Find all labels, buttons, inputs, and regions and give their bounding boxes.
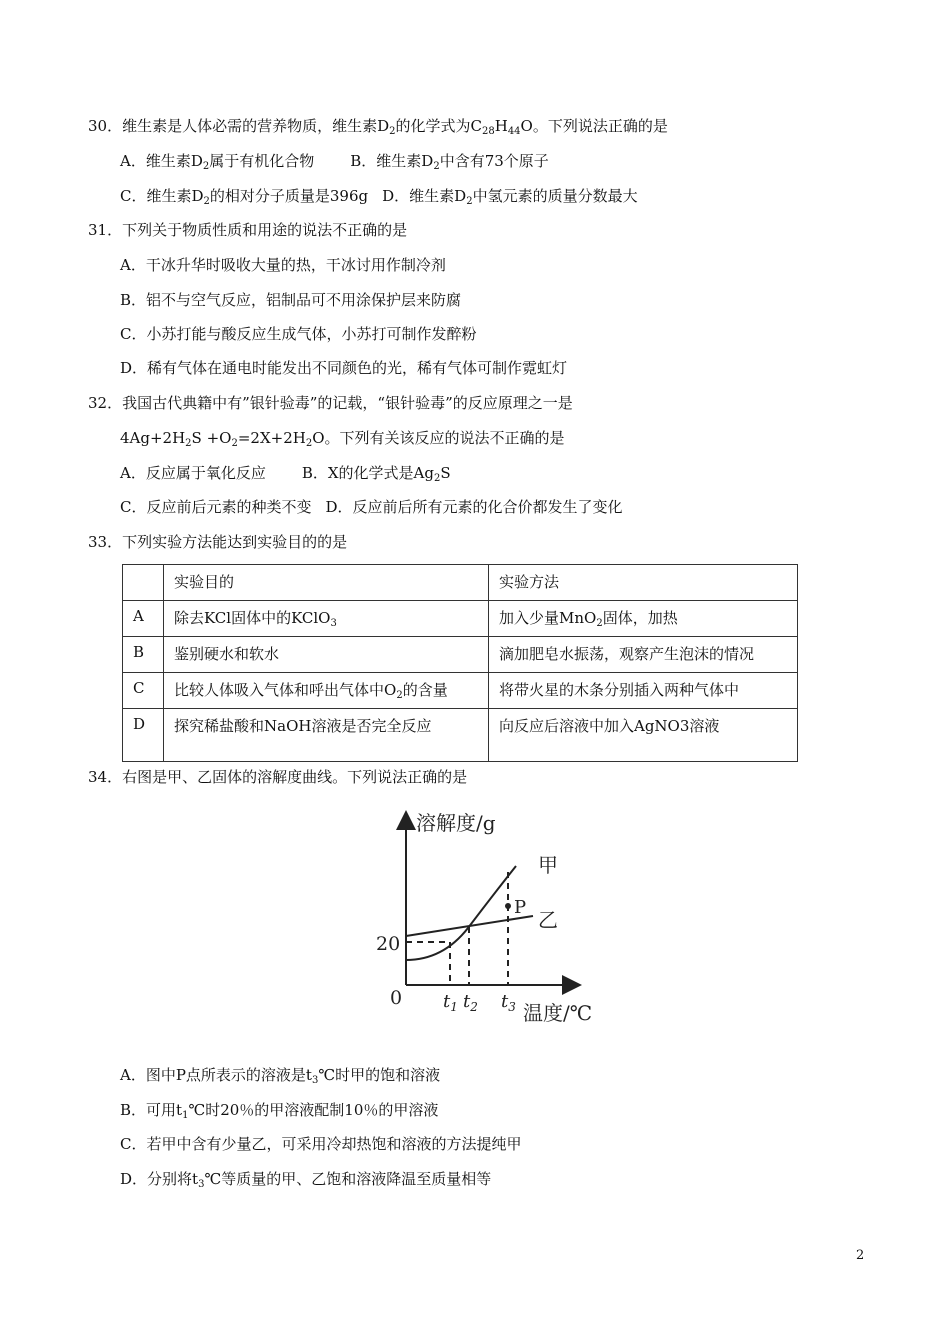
q30-stem: 30．维生素是人体必需的营养物质，维生素$D_2$的化学式为$C_{28}H_{44}O$。下列说法正确的是 — [88, 117, 668, 137]
row-method: 加入少量MnO$_2$固体，加热 — [489, 601, 798, 637]
q32-options-cd: C．反应前后元素的种类不变 D．反应前后所有元素的化合价都发生了变化 — [120, 498, 623, 516]
curve-yi-label: 乙 — [538, 908, 558, 932]
q32-equation: $4Ag+2H_2S +O_2=2X+2H_2O$。下列有关该反应的说法不正确的是 — [120, 429, 565, 449]
point-p-marker — [505, 903, 511, 909]
row-purpose: 除去KCl固体中的KClO$_3$ — [164, 601, 489, 637]
q31-stem: 31．下列关于物质性质和用途的说法不正确的是 — [88, 221, 408, 239]
row-purpose: 比较人体吸入气体和呼出气体中$O_2$的含量 — [164, 673, 489, 709]
q34-option-b: B．可用$t_1℃$时20％的甲溶液配制10％的甲溶液 — [120, 1101, 439, 1121]
table-row — [123, 637, 798, 673]
y-axis-label: 溶解度/g — [416, 811, 496, 835]
table-row — [123, 601, 798, 637]
y-tick-20: 20 — [376, 933, 401, 955]
x-axis-label: 温度/℃ — [523, 1001, 593, 1025]
row-purpose: 鉴别硬水和软水 — [164, 637, 489, 673]
q34-option-a: A．图中P点所表示的溶液是$t_3℃$时甲的饱和溶液 — [120, 1066, 441, 1086]
q34-option-c: C．若甲中含有少量乙，可采用冷却热饱和溶液的方法提纯甲 — [120, 1135, 522, 1153]
q31-option-b: B．铝不与空气反应，铝制品可不用涂保护层来防腐 — [120, 291, 462, 309]
q32-stem: 32．我国古代典籍中有”银针验毒”的记载，“银针验毒”的反应原理之一是 — [88, 394, 573, 412]
origin-label: 0 — [390, 987, 403, 1009]
point-p-label: P — [514, 897, 527, 918]
row-method: 向反应后溶液中加入AgNO3溶液 — [489, 709, 798, 762]
row-purpose: 探究稀盐酸和NaOH溶液是否完全反应 — [164, 709, 489, 762]
table-row — [123, 709, 798, 762]
solubility-graph — [368, 800, 618, 1030]
q32-options-ab: A．反应属于氧化反应 B．X的化学式是$Ag_2S$ — [120, 464, 451, 484]
row-key: A — [123, 601, 164, 637]
table-header-row — [123, 565, 798, 601]
row-method: 滴加肥皂水振荡，观察产生泡沫的情况 — [489, 637, 798, 673]
x-tick-t3: $t_3$ — [501, 991, 516, 1014]
row-key: D — [123, 709, 164, 762]
q33-stem: 33．下列实验方法能达到实验目的的是 — [88, 533, 348, 551]
curve-jia-label: 甲 — [538, 853, 558, 877]
experiment-table — [122, 564, 798, 762]
row-method: 将带火星的木条分别插入两种气体中 — [489, 673, 798, 709]
table-header-key — [123, 565, 164, 601]
curve-jia — [406, 866, 516, 960]
row-key: B — [123, 637, 164, 673]
page-number: 2 — [856, 1248, 865, 1263]
row-key: C — [123, 673, 164, 709]
x-tick-t1: $t_1$ — [443, 991, 458, 1014]
x-tick-t2: $t_2$ — [463, 991, 478, 1014]
q34-stem: 34．右图是甲、乙固体的溶解度曲线。下列说法正确的是 — [88, 768, 468, 786]
q30-options-ab: A．维生素$D_2$属于有机化合物 B．维生素$D_2$中含有73个原子 — [120, 152, 549, 172]
q31-option-a: A．干冰升华时吸收大量的热，干冰讨用作制冷剂 — [120, 256, 446, 274]
q31-option-d: D．稀有气体在通电时能发出不同颜色的光，稀有气体可制作霓虹灯 — [120, 359, 568, 377]
table-row — [123, 673, 798, 709]
table-header-method: 实验方法 — [489, 565, 798, 601]
q31-option-c: C．小苏打能与酸反应生成气体，小苏打可制作发醉粉 — [120, 325, 477, 343]
q34-option-d: D．分别将$t_3℃$等质量的甲、乙饱和溶液降温至质量相等 — [120, 1170, 492, 1190]
table-header-purpose: 实验目的 — [164, 565, 489, 601]
q30-options-cd: C．维生素$D_2$的相对分子质量是396g D．维生素$D_2$中氢元素的质量分数最大 — [120, 187, 638, 207]
